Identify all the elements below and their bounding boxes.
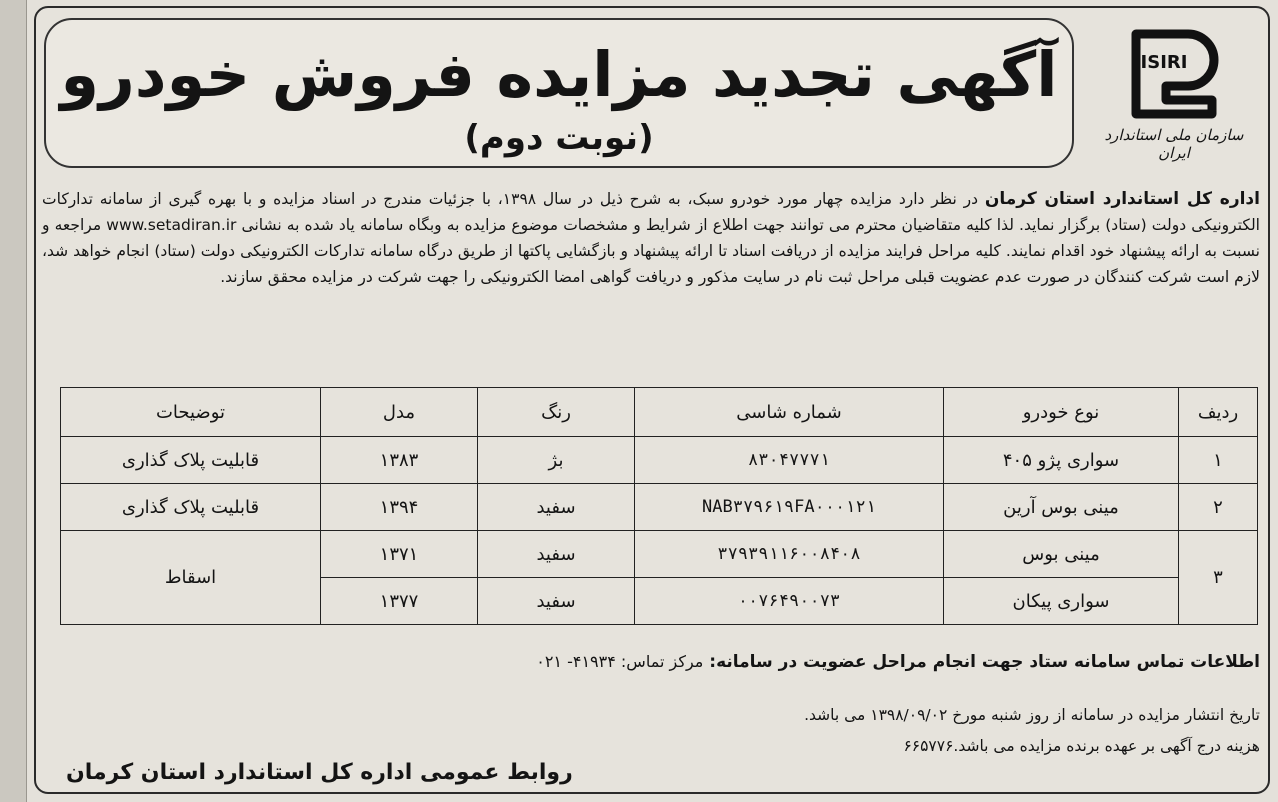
- intro-lead: اداره کل استاندارد استان کرمان: [984, 189, 1260, 209]
- cell-type: سواری پیکان: [944, 578, 1179, 625]
- title-box: [44, 18, 1074, 168]
- contact-heading: اطلاعات تماس سامانه ستاد جهت انجام مراحل عضویت در سامانه:: [709, 652, 1260, 672]
- cell-index: ۳: [1179, 531, 1258, 625]
- col-header-chassis: شماره شاسی: [635, 388, 944, 437]
- cell-model: ۱۳۹۴: [321, 484, 478, 531]
- table-row: [61, 531, 1258, 578]
- cell-type: مینی بوس: [944, 531, 1179, 578]
- cell-notes: اسقاط: [61, 531, 321, 625]
- col-header-color: رنگ: [478, 388, 635, 437]
- cell-notes: قابلیت پلاک گذاری: [61, 484, 321, 531]
- cell-model: ۱۳۷۷: [321, 578, 478, 625]
- cell-index: ۱: [1179, 437, 1258, 484]
- table-row: [61, 484, 1258, 531]
- cell-chassis: ۸۳۰۴۷۷۷۱: [635, 437, 944, 484]
- announcement-header: [44, 18, 1260, 168]
- cell-model: ۱۳۸۳: [321, 437, 478, 484]
- publish-date: تاریخ انتشار مزایده در سامانه از روز شنبه مورخ ۱۳۹۸/۰۹/۰۲ می باشد.: [804, 706, 1260, 724]
- cell-color: سفید: [478, 531, 635, 578]
- cell-notes: قابلیت پلاک گذاری: [61, 437, 321, 484]
- table-header-row: [61, 388, 1258, 437]
- table-row: [61, 437, 1258, 484]
- logo-text: ISIRI: [1140, 52, 1188, 73]
- cost-note: هزینه درج آگهی بر عهده برنده مزایده می باشد.۶۶۵۷۷۶: [903, 737, 1260, 755]
- col-header-type: نوع خودرو: [944, 388, 1179, 437]
- cell-type: مینی بوس آرین: [944, 484, 1179, 531]
- announcement-subtitle: (نوبت دوم): [464, 118, 654, 158]
- cell-chassis: NAB۳۷۹۶۱۹FA۰۰۰۱۲۱: [635, 484, 944, 531]
- col-header-model: مدل: [321, 388, 478, 437]
- page-edge: [0, 0, 27, 802]
- isiri-logo: [1094, 26, 1254, 166]
- intro-paragraph: [42, 186, 1260, 290]
- cell-index: ۲: [1179, 484, 1258, 531]
- cell-color: سفید: [478, 484, 635, 531]
- cell-type: سواری پژو ۴۰۵: [944, 437, 1179, 484]
- contact-line: [42, 652, 1260, 672]
- signature: روابط عمومی اداره کل استاندارد استان کرمان: [66, 760, 573, 785]
- logo-caption: سازمان ملی استاندارد ایران: [1104, 126, 1244, 162]
- cell-chassis: ۳۷۹۳۹۱۱۶۰۰۸۴۰۸: [635, 531, 944, 578]
- contact-phone: مرکز تماس: ۴۱۹۳۴- ۰۲۱: [536, 652, 704, 671]
- vehicles-table: [60, 387, 1258, 625]
- col-header-notes: توضیحات: [61, 388, 321, 437]
- cell-model: ۱۳۷۱: [321, 531, 478, 578]
- cell-chassis: ۰۰۷۶۴۹۰۰۷۳: [635, 578, 944, 625]
- cell-color: بژ: [478, 437, 635, 484]
- col-header-index: ردیف: [1179, 388, 1258, 437]
- announcement-title: آگهی تجدید مزایده فروش خودرو: [60, 38, 1058, 111]
- isiri-logo-icon: [1126, 26, 1222, 122]
- intro-text: در نظر دارد مزایده چهار مورد خودرو سبک، به شرح ذیل در سال ۱۳۹۸، با جزئیات مندرج در اسناد مزایده و با بهره گیری از سامانه تدارکات الکترونیکی دولت (ستاد) برگزار نماید. لذا کلیه متقاضیان محترم می توانند جهت اطلاع از شرایط و مشخصات موضوع مزایده به وبگاه سامانه یاد شده به نشانی www.setadiran.ir مراجعه و نسبت به ارائه پیشنهاد خود اقدام نمایند. کلیه مراحل فرایند مزایده از دریافت اسناد تا ارائه پیشنهاد و بازگشایی پاکتها از طریق درگاه سامانه تدارکات الکترونیکی دولت (ستاد) انجام خواهد شد، لازم است شرکت کنندگان در صورت عدم عضویت قبلی مراحل ثبت نام در سایت مذکور و دریافت گواهی امضا الکترونیکی را جهت شرکت در مزایده محقق سازند.: [42, 190, 1260, 286]
- cell-color: سفید: [478, 578, 635, 625]
